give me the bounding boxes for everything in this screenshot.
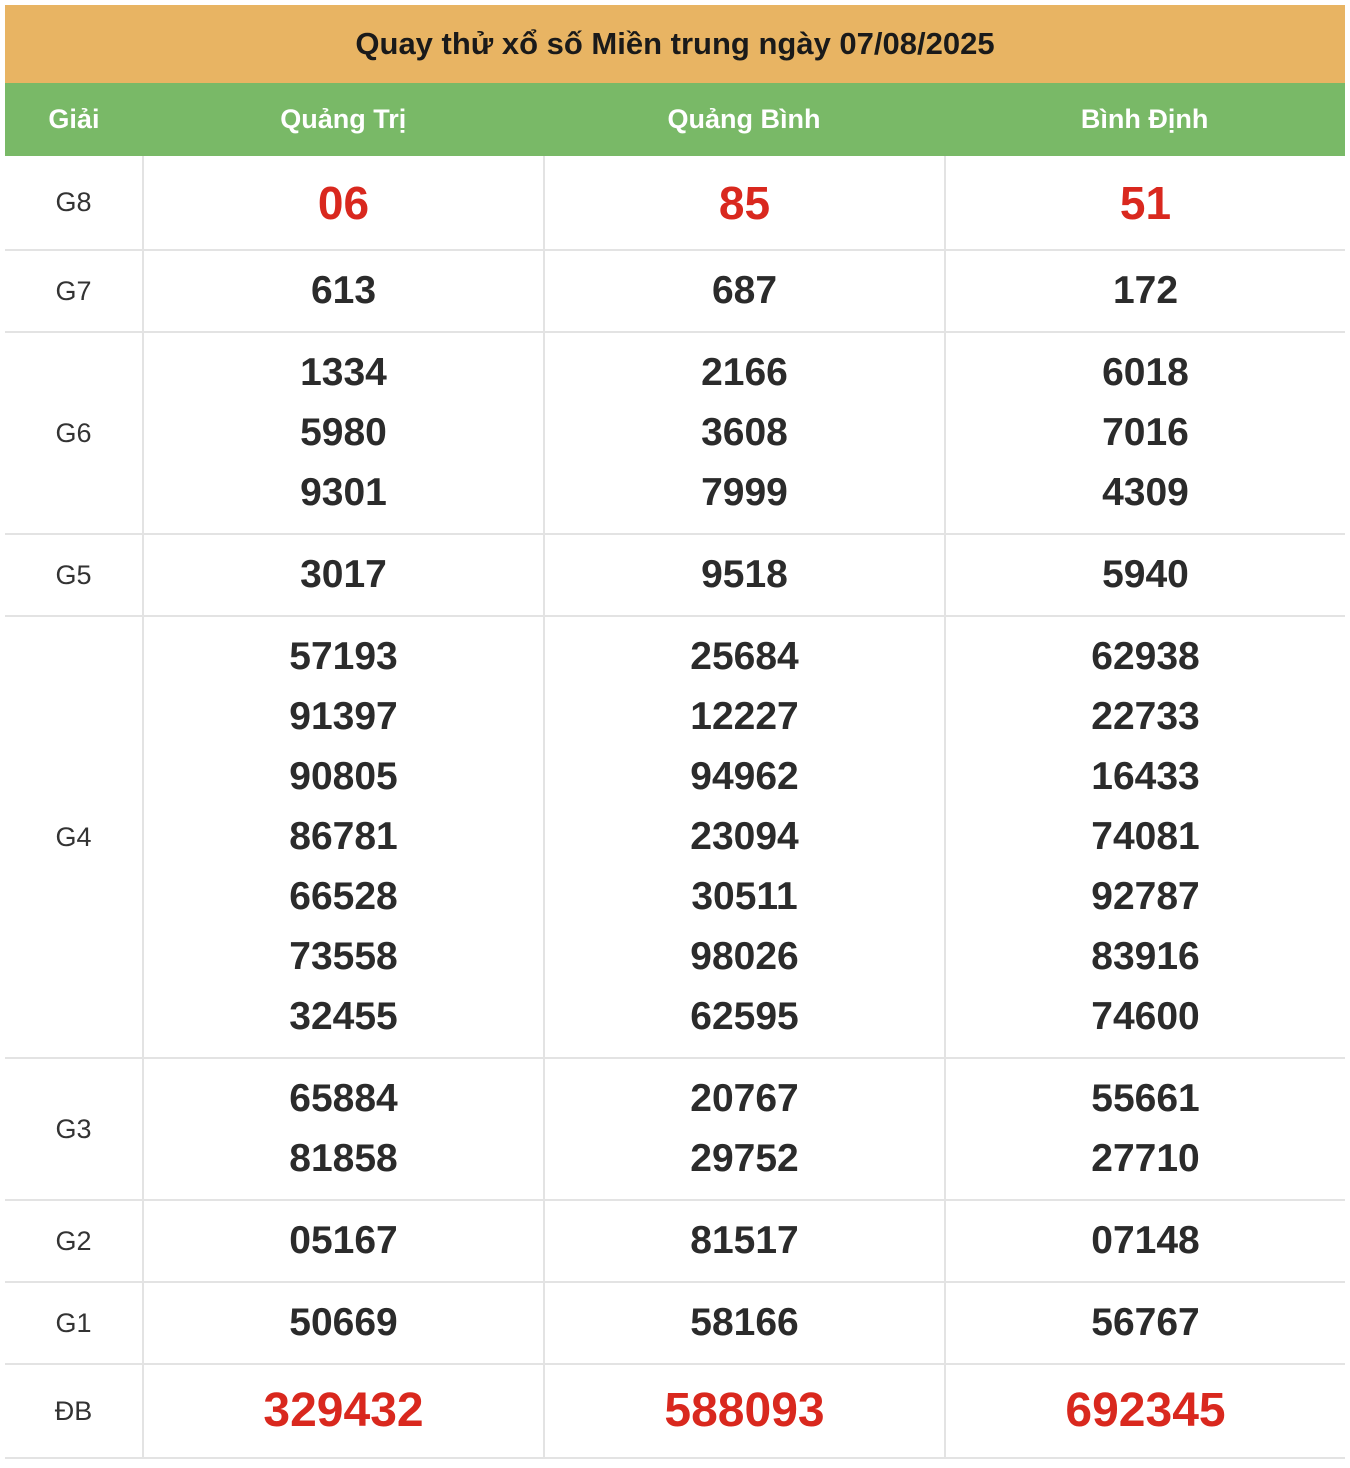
result-number: 30511 bbox=[691, 875, 798, 918]
result-number: 7999 bbox=[701, 471, 788, 514]
result-number: 90805 bbox=[289, 755, 398, 798]
result-number: 12227 bbox=[690, 695, 799, 738]
result-number: 172 bbox=[1112, 269, 1179, 312]
result-cell bbox=[945, 534, 1345, 616]
lottery-results-panel bbox=[5, 5, 1345, 1459]
result-number: 329432 bbox=[263, 1384, 424, 1437]
result-cell bbox=[945, 1364, 1345, 1458]
result-number: 81858 bbox=[289, 1137, 398, 1180]
result-number: 98026 bbox=[690, 935, 799, 978]
prize-label: G2 bbox=[5, 1200, 143, 1282]
result-number: 32455 bbox=[289, 995, 398, 1038]
result-number: 81517 bbox=[690, 1219, 799, 1262]
result-number: 2166 bbox=[701, 351, 788, 394]
result-cell bbox=[544, 156, 945, 250]
result-cell bbox=[544, 534, 945, 616]
result-number: 22733 bbox=[1091, 695, 1200, 738]
result-number: 66528 bbox=[289, 875, 398, 918]
result-cell bbox=[143, 156, 544, 250]
prize-label: G7 bbox=[5, 250, 143, 332]
result-number: 25684 bbox=[690, 635, 799, 678]
result-number: 05167 bbox=[289, 1219, 398, 1262]
table-row bbox=[5, 250, 1345, 332]
result-cell bbox=[544, 332, 945, 534]
table-header-row bbox=[5, 83, 1345, 156]
page-title: Quay thử xổ số Miền trung ngày 07/08/2025 bbox=[5, 5, 1345, 83]
result-number: 55661 bbox=[1091, 1077, 1200, 1120]
result-number: 9518 bbox=[701, 553, 788, 596]
result-number: 9301 bbox=[300, 471, 387, 514]
result-number: 6018 bbox=[1102, 351, 1189, 394]
header-province-binh-dinh: Bình Định bbox=[1080, 104, 1209, 134]
table-row bbox=[5, 1364, 1345, 1458]
result-number: 56767 bbox=[1091, 1301, 1200, 1344]
result-number: 23094 bbox=[690, 815, 799, 858]
result-number: 692345 bbox=[1065, 1384, 1226, 1437]
result-number: 91397 bbox=[289, 695, 398, 738]
result-number: 92787 bbox=[1091, 875, 1200, 918]
result-number: 4309 bbox=[1102, 471, 1189, 514]
result-cell bbox=[945, 1282, 1345, 1364]
result-number: 86781 bbox=[289, 815, 398, 858]
table-row bbox=[5, 1058, 1345, 1200]
result-number: 62595 bbox=[690, 995, 799, 1038]
result-number: 58166 bbox=[690, 1301, 799, 1344]
result-number: 51 bbox=[1119, 176, 1172, 229]
table-row bbox=[5, 534, 1345, 616]
result-cell bbox=[544, 1058, 945, 1200]
header-province-quang-tri: Quảng Trị bbox=[280, 104, 407, 134]
prize-label: G5 bbox=[5, 534, 143, 616]
result-number: 588093 bbox=[664, 1384, 825, 1437]
result-number: 07148 bbox=[1091, 1219, 1200, 1262]
result-cell bbox=[945, 156, 1345, 250]
result-number: 94962 bbox=[690, 755, 799, 798]
result-number: 3017 bbox=[300, 553, 387, 596]
result-number: 29752 bbox=[690, 1137, 799, 1180]
result-cell bbox=[945, 332, 1345, 534]
result-cell bbox=[143, 534, 544, 616]
result-number: 83916 bbox=[1091, 935, 1200, 978]
result-number: 50669 bbox=[289, 1301, 398, 1344]
result-cell bbox=[143, 1364, 544, 1458]
header-prize: Giải bbox=[48, 104, 100, 134]
result-number: 74081 bbox=[1091, 815, 1200, 858]
prize-label: ĐB bbox=[5, 1364, 143, 1458]
result-cell bbox=[143, 1282, 544, 1364]
result-cell bbox=[544, 616, 945, 1058]
result-number: 16433 bbox=[1091, 755, 1200, 798]
result-number: 27710 bbox=[1091, 1137, 1200, 1180]
result-cell bbox=[544, 1364, 945, 1458]
result-number: 73558 bbox=[289, 935, 398, 978]
result-number: 85 bbox=[718, 176, 771, 229]
result-cell bbox=[544, 250, 945, 332]
result-cell bbox=[945, 1200, 1345, 1282]
result-cell bbox=[945, 616, 1345, 1058]
prize-label: G1 bbox=[5, 1282, 143, 1364]
table-row bbox=[5, 1200, 1345, 1282]
result-number: 62938 bbox=[1091, 635, 1200, 678]
result-number: 7016 bbox=[1102, 411, 1189, 454]
result-number: 1334 bbox=[300, 351, 387, 394]
result-number: 5940 bbox=[1102, 553, 1189, 596]
result-cell bbox=[544, 1200, 945, 1282]
result-cell bbox=[143, 250, 544, 332]
result-number: 65884 bbox=[289, 1077, 398, 1120]
table-row bbox=[5, 156, 1345, 250]
table-row bbox=[5, 332, 1345, 534]
result-number: 3608 bbox=[701, 411, 788, 454]
result-number: 74600 bbox=[1091, 995, 1200, 1038]
result-cell bbox=[143, 1200, 544, 1282]
result-number: 20767 bbox=[690, 1077, 799, 1120]
result-cell bbox=[143, 1058, 544, 1200]
header-province-quang-binh: Quảng Bình bbox=[667, 104, 821, 134]
prize-label: G3 bbox=[5, 1058, 143, 1200]
result-number: 06 bbox=[317, 176, 370, 229]
results-table bbox=[5, 156, 1345, 1459]
prize-label: G8 bbox=[5, 156, 143, 250]
result-cell bbox=[143, 332, 544, 534]
result-cell bbox=[945, 1058, 1345, 1200]
table-row bbox=[5, 1282, 1345, 1364]
result-number: 613 bbox=[310, 269, 377, 312]
result-cell bbox=[945, 250, 1345, 332]
result-cell bbox=[143, 616, 544, 1058]
result-number: 5980 bbox=[300, 411, 387, 454]
prize-label: G4 bbox=[5, 616, 143, 1058]
prize-label: G6 bbox=[5, 332, 143, 534]
result-number: 687 bbox=[711, 269, 778, 312]
result-cell bbox=[544, 1282, 945, 1364]
result-number: 57193 bbox=[289, 635, 398, 678]
table-row bbox=[5, 616, 1345, 1058]
